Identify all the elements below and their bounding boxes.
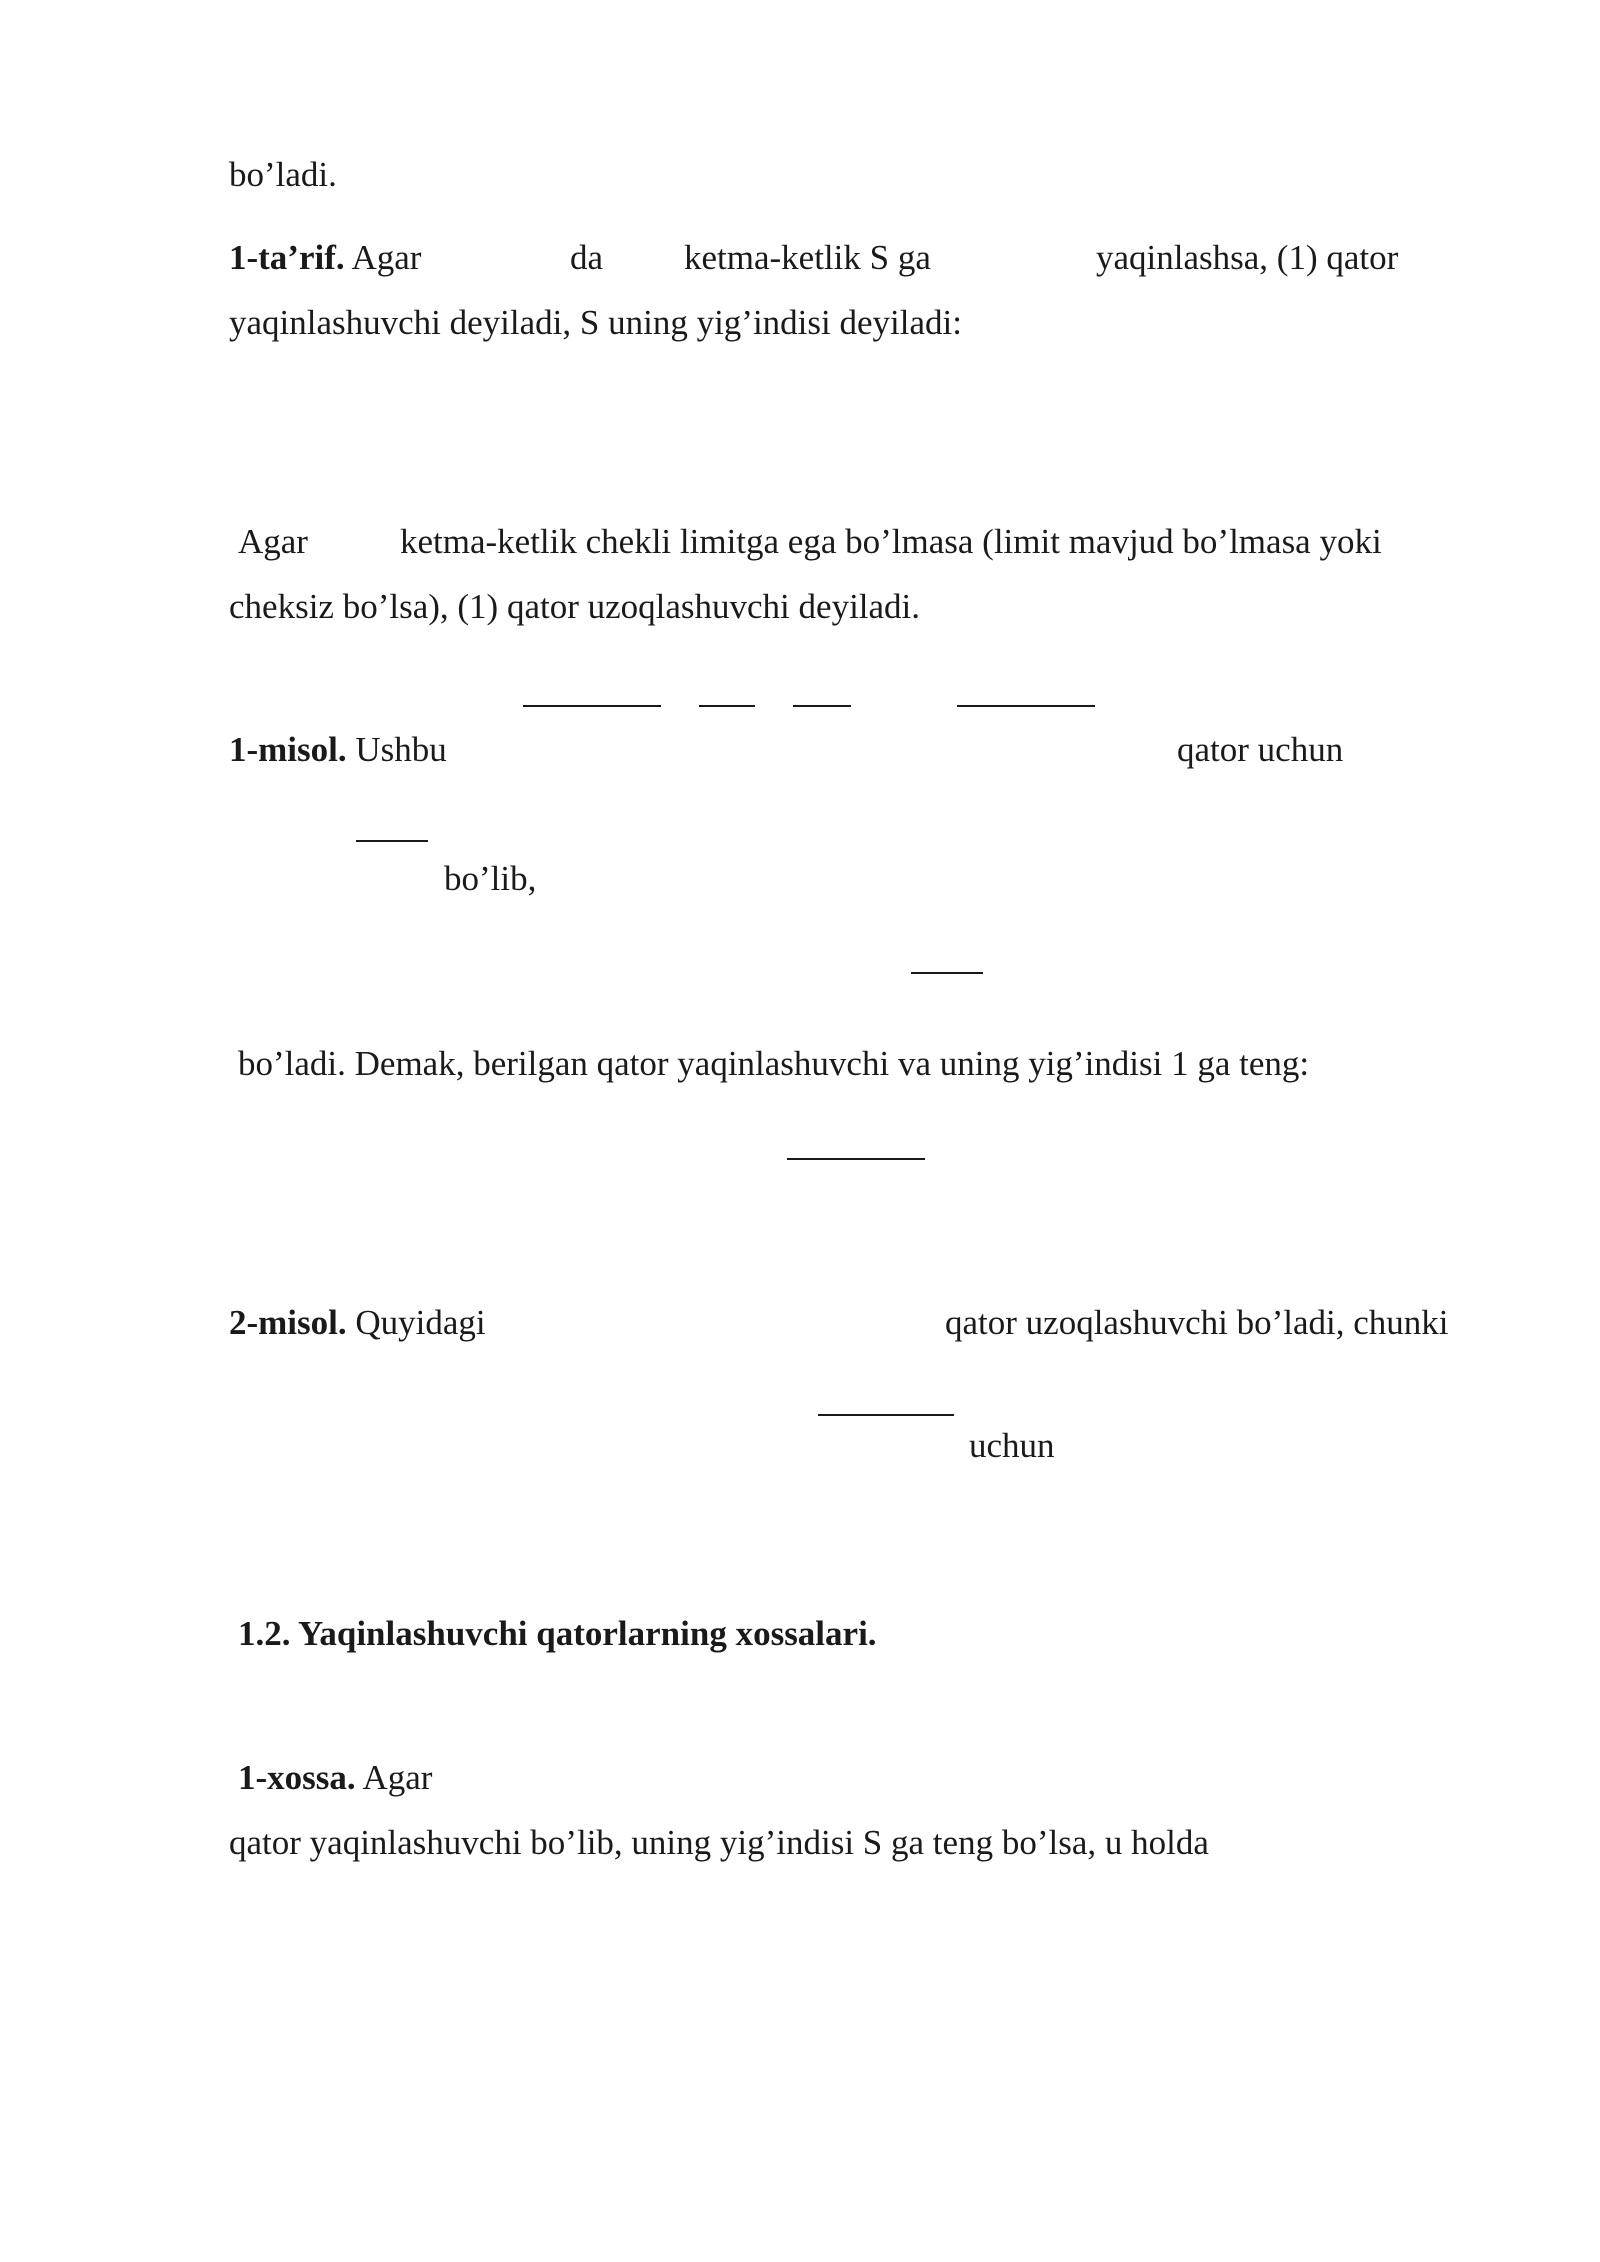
definition-word-converges: yaqinlashsa, (1) qator bbox=[1096, 238, 1399, 277]
definition-word-agar: Agar bbox=[351, 238, 422, 277]
section-heading: 1.2. Yaqinlashuvchi qatorlarning xossalari. bbox=[238, 1614, 877, 1653]
property-1-word-agar: Agar bbox=[362, 1758, 433, 1797]
fraction-bar bbox=[699, 705, 755, 707]
example-2-word-quyidagi: Quyidagi bbox=[355, 1303, 486, 1342]
property-1-line-2: qator yaqinlashuvchi bo’lib, uning yig’indisi S ga teng bo’lsa, u holda bbox=[229, 1823, 1209, 1862]
fraction-bar bbox=[957, 705, 1095, 707]
definition-1-label: 1-ta’rif. bbox=[229, 238, 345, 277]
fraction-bar bbox=[911, 972, 983, 974]
example-1-word-ushbu: Ushbu bbox=[355, 730, 447, 769]
example-2-word-rest: qator uzoqlashuvchi bo’ladi, chunki bbox=[945, 1303, 1449, 1342]
definition-label bbox=[229, 236, 421, 280]
definition-word-sequence: ketma-ketlik S ga bbox=[684, 238, 931, 277]
fraction-bar bbox=[523, 705, 661, 707]
property-1-label: 1-xossa. bbox=[238, 1758, 356, 1797]
example-2-lead bbox=[229, 1301, 486, 1345]
divergence-line-2: cheksiz bo’lsa), (1) qator uzoqlashuvchi deyiladi. bbox=[229, 587, 921, 626]
paragraph-text bbox=[229, 153, 337, 197]
example-1-word-bolib: bo’lib, bbox=[444, 859, 537, 898]
example-1-label: 1-misol. bbox=[229, 730, 347, 769]
divergence-word-agar: Agar bbox=[238, 522, 308, 561]
fraction-bar bbox=[787, 1158, 925, 1160]
example-2-label: 2-misol. bbox=[229, 1303, 347, 1342]
fraction-bar bbox=[356, 840, 428, 842]
divergence-line-1: ketma-ketlik chekli limitga ega bo’lmasa (limit mavjud bo’lmasa yoki bbox=[400, 522, 1382, 561]
fraction-bar bbox=[793, 705, 851, 707]
example-1-conclusion: bo’ladi. Demak, berilgan qator yaqinlashuvchi va uning yig’indisi 1 ga teng: bbox=[238, 1044, 1310, 1083]
example-2-word-uchun: uchun bbox=[969, 1426, 1055, 1465]
example-1-lead bbox=[229, 728, 447, 772]
example-1-word-qator: qator uchun bbox=[1177, 730, 1344, 769]
definition-word-da: da bbox=[570, 238, 604, 277]
property-1-lead bbox=[238, 1756, 432, 1800]
fraction-bar bbox=[818, 1414, 954, 1416]
text-boladi: bo’ladi. bbox=[229, 155, 337, 194]
definition-line-2: yaqinlashuvchi deyiladi, S uning yig’indisi deyiladi: bbox=[229, 303, 962, 342]
